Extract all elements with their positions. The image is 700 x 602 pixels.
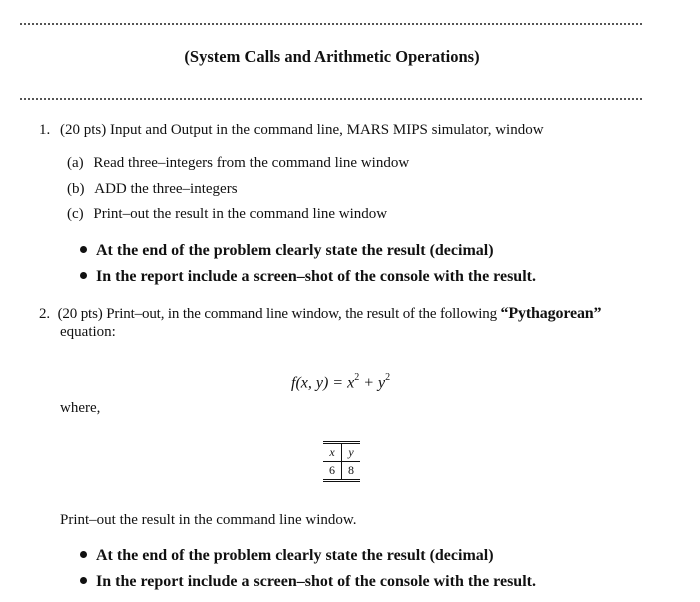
bullet-dot: [80, 577, 87, 584]
subitem-label: (c): [67, 206, 84, 222]
equation-exponent: 2: [385, 372, 391, 383]
problem-1-number: 1.: [39, 122, 51, 138]
problem-2: [39, 305, 601, 323]
bullet-dot: [80, 246, 87, 253]
table-row: [323, 462, 360, 481]
bullet-item: [80, 573, 536, 591]
bullet-text: At the end of the problem clearly state the result (decimal): [96, 242, 494, 259]
footer-text: Print–out the result in the command line window.: [60, 512, 357, 528]
pythagorean-equation: [291, 373, 390, 392]
subitem-a: [67, 155, 409, 172]
bullet-dot: [80, 551, 87, 558]
xy-table: [323, 441, 360, 482]
table-cell-x: 6: [323, 462, 342, 481]
bullet-text: In the report include a screen–shot of the console with the result.: [96, 573, 536, 590]
bullet-item: [80, 242, 494, 260]
table-header-y: y: [342, 443, 361, 462]
subitem-label: (b): [67, 181, 85, 197]
page-title: (System Calls and Arithmetic Operations): [184, 47, 480, 66]
middle-dotted-rule: [20, 98, 642, 100]
bullet-text: In the report include a screen–shot of the console with the result.: [96, 268, 536, 285]
pythagorean-term: “Pythagorean”: [500, 305, 602, 322]
top-dotted-rule: [20, 23, 642, 25]
where-label: where,: [60, 400, 101, 416]
table-cell-y: 8: [348, 463, 354, 477]
table-header-row: [323, 443, 360, 462]
bullet-item: [80, 268, 536, 286]
problem-1: [39, 122, 544, 139]
subitem-text: ADD the three–integers: [94, 181, 238, 197]
equation-plus: + y: [359, 374, 386, 392]
bullet-item: [80, 547, 494, 565]
problem-1-text: (20 pts) Input and Output in the command line, MARS MIPS simulator, window: [60, 122, 544, 138]
subitem-text: Read three–integers from the command line window: [93, 155, 410, 171]
problem-2-continuation: equation:: [60, 324, 116, 340]
subitem-b: [67, 181, 238, 198]
subitem-c: [67, 206, 387, 223]
table-header-x: x: [323, 443, 342, 462]
bullet-dot: [80, 272, 87, 279]
subitem-label: (a): [67, 155, 84, 171]
bullet-text: At the end of the problem clearly state the result (decimal): [96, 547, 494, 564]
problem-2-number: 2.: [39, 306, 50, 322]
equation-exponent: 2: [354, 372, 360, 383]
equation-lhs: f(x, y) = x: [291, 374, 355, 392]
problem-2-text: (20 pts) Print–out, in the command line window, the result of the following: [57, 306, 501, 322]
subitem-text: Print–out the result in the command line window: [93, 206, 388, 222]
